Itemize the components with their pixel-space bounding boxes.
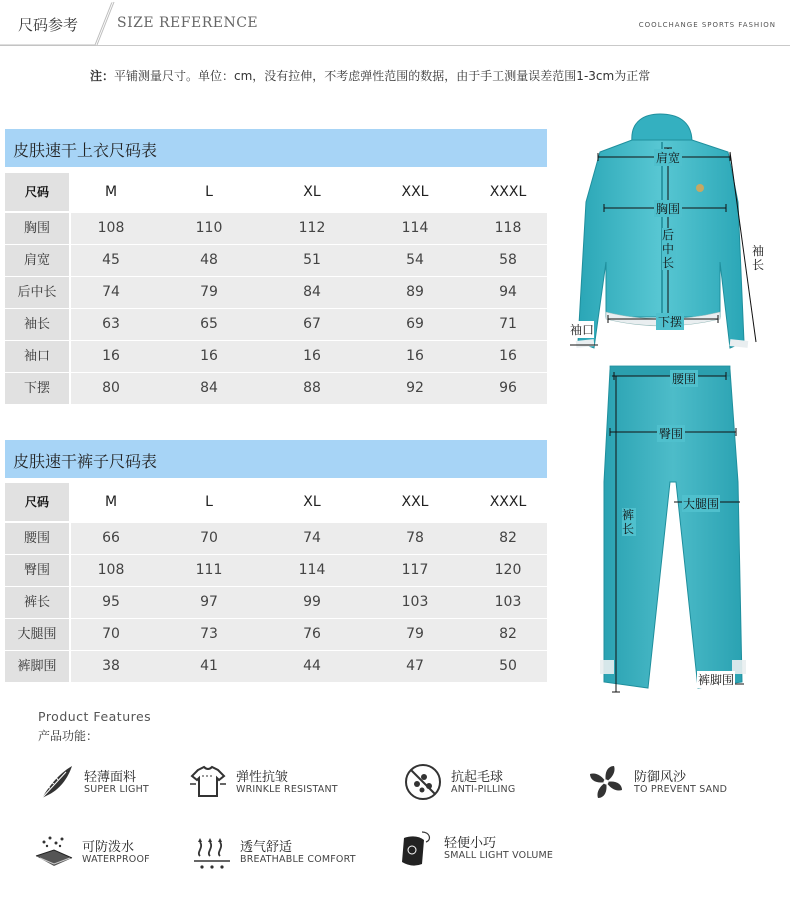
features-subtitle: 产品功能： [38,729,99,743]
table-cell: 41 [200,658,218,674]
feature-en: WRINKLE RESISTANT [236,784,338,795]
feature-super-light [36,762,196,802]
size-col: M [104,494,118,510]
row-label: 肩宽 [5,245,69,276]
size-col: XXXL [489,184,527,200]
feature-zh: 抗起毛球 [451,770,504,785]
size-col: XXXL [489,494,527,510]
top-table-title: 皮肤速干上衣尺码表 [13,141,158,160]
feature-en: WATERPROOF [82,854,150,865]
table-cell: 51 [303,252,321,268]
table-cell: 108 [97,562,125,578]
table-cell: 70 [102,626,120,642]
table-header-row [5,173,547,213]
table-cell: 16 [200,348,218,364]
table-cell: 114 [298,562,326,578]
row-label: 裤长 [5,587,69,618]
size-col: XXL [401,494,429,510]
table-row [5,523,547,555]
jacket-label-shoulder: 肩宽 [656,151,681,165]
table-cell: 66 [102,530,120,546]
table-cell: 73 [200,626,218,642]
table-cell: 67 [303,316,321,332]
feature-zh: 可防泼水 [82,840,135,855]
table-row [5,245,547,277]
table-cell: 58 [499,252,517,268]
table-cell: 103 [494,594,522,610]
jacket-label-cuff: 袖口 [570,323,595,337]
row-label: 腰围 [5,523,69,554]
table-cell: 16 [499,348,517,364]
pants-label-length: 裤长 [622,508,635,536]
features-title: Product Features [38,709,152,724]
pants-diagram [590,362,760,698]
pants-table-title: 皮肤速干裤子尺码表 [13,452,158,471]
table-cell: 110 [195,220,223,236]
table-cell: 95 [102,594,120,610]
table-cell: 48 [200,252,218,268]
header-title-en: SIZE REFERENCE [117,15,259,31]
feature-zh: 轻便小巧 [444,836,497,851]
feature-waterproof [34,832,194,872]
top-size-table [5,173,547,405]
size-col: XXL [401,184,429,200]
table-cell: 63 [102,316,120,332]
table-cell: 97 [200,594,218,610]
feature-anti-pilling [403,762,563,802]
table-cell: 78 [406,530,424,546]
pants-label-hip: 臀围 [659,427,684,441]
top-table-title-bar [5,129,547,167]
feature-zh: 透气舒适 [240,840,293,855]
row-label: 裤脚围 [5,651,69,682]
jacket-label-sleeve: 袖长 [752,244,765,272]
table-cell: 50 [499,658,517,674]
note-text: 平铺测量尺寸。单位：cm，没有拉伸，不考虑弹性范围的数据，由于手工测量误差范围1-3cm为正常 [114,69,651,83]
table-cell: 45 [102,252,120,268]
table-cell: 103 [401,594,429,610]
row-label: 下摆 [5,373,69,404]
table-cell: 96 [499,380,517,396]
table-cell: 88 [303,380,321,396]
row-label: 袖长 [5,309,69,340]
table-cell: 79 [200,284,218,300]
feature-breathable [192,832,392,872]
anti-pilling-icon [403,762,443,802]
table-cell: 99 [303,594,321,610]
table-cell: 120 [494,562,522,578]
size-col: L [205,184,213,200]
feature-en: SMALL LIGHT VOLUME [444,850,554,861]
table-cell: 47 [406,658,424,674]
feature-zh: 防御风沙 [634,770,687,785]
table-cell: 118 [494,220,522,236]
size-col: XL [303,184,321,200]
table-cell: 80 [102,380,120,396]
note-prefix: 注： [90,69,115,83]
page-header [0,0,790,48]
size-col: M [104,184,118,200]
pants-label-leg-opening: 裤脚围 [698,673,735,687]
table-cell: 74 [303,530,321,546]
table-cell: 89 [406,284,424,300]
table-cell: 79 [406,626,424,642]
table-cell: 74 [102,284,120,300]
table-cell: 54 [406,252,424,268]
table-cell: 84 [200,380,218,396]
jacket-label-hem: 下摆 [658,315,683,329]
size-header-label: 尺码 [5,483,69,521]
table-row [5,277,547,309]
shirt-stretch-icon [188,762,228,802]
table-cell: 16 [102,348,120,364]
feature-en: TO PREVENT SAND [634,784,728,795]
table-cell: 16 [303,348,321,364]
water-drops-icon [34,832,74,872]
feature-en: ANTI-PILLING [451,784,516,795]
pants-label-thigh: 大腿围 [683,497,720,511]
feature-zh: 弹性抗皱 [236,770,289,785]
table-cell: 69 [406,316,424,332]
table-cell: 82 [499,530,517,546]
measurement-note [90,67,650,84]
pants-table-title-bar [5,440,547,478]
row-label: 袖口 [5,341,69,372]
feature-en: SUPER LIGHT [84,784,149,795]
table-cell: 16 [406,348,424,364]
feature-small-volume [396,828,596,868]
breathable-icon [192,832,232,872]
table-cell: 92 [406,380,424,396]
table-cell: 84 [303,284,321,300]
feature-prevent-sand [586,762,766,802]
jacket-label-back-length: 后中长 [662,228,675,270]
table-cell: 71 [499,316,517,332]
table-row [5,555,547,587]
table-cell: 44 [303,658,321,674]
fan-icon [586,762,626,802]
size-col: XL [303,494,321,510]
pants-label-waist: 腰围 [672,372,697,386]
table-cell: 38 [102,658,120,674]
feature-en: BREATHABLE COMFORT [240,854,356,865]
table-row [5,619,547,651]
brand-name: COOLCHANGE SPORTS FASHION [638,21,776,29]
table-cell: 82 [499,626,517,642]
table-row [5,587,547,619]
table-header-row [5,483,547,523]
table-cell: 70 [200,530,218,546]
jacket-label-chest: 胸围 [656,202,681,216]
table-row [5,341,547,373]
pants-size-table [5,483,547,683]
table-row [5,373,547,405]
row-label: 胸围 [5,213,69,244]
feature-wrinkle-resistant [188,762,388,802]
table-cell: 117 [401,562,429,578]
table-cell: 108 [97,220,125,236]
size-col: L [205,494,213,510]
table-cell: 114 [401,220,429,236]
table-row [5,309,547,341]
table-cell: 94 [499,284,517,300]
row-label: 大腿围 [5,619,69,650]
size-header-label: 尺码 [5,173,69,211]
header-title-zh: 尺码参考 [18,16,79,34]
table-cell: 112 [298,220,326,236]
feather-icon [36,762,76,802]
pouch-icon [396,828,436,868]
table-cell: 65 [200,316,218,332]
row-label: 臀围 [5,555,69,586]
table-cell: 111 [195,562,223,578]
row-label: 后中长 [5,277,69,308]
table-cell: 76 [303,626,321,642]
feature-zh: 轻薄面料 [84,770,137,785]
table-row [5,651,547,683]
table-row [5,213,547,245]
